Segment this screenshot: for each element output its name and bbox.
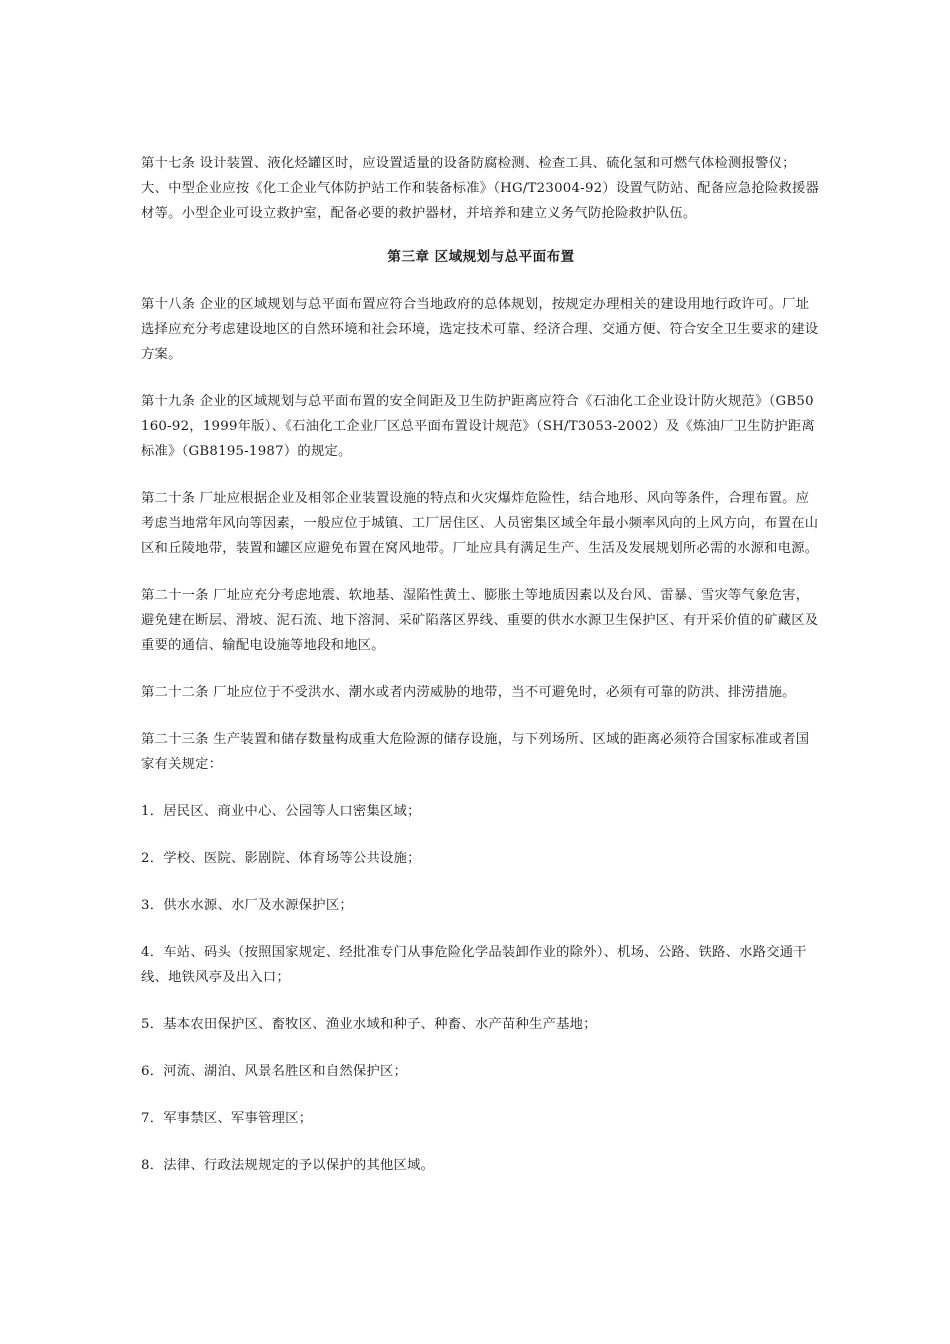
list-item: 7．军事禁区、军事管理区； <box>141 1111 313 1126</box>
list-item: 8．法律、行政法规规定的予以保护的其他区域。 <box>141 1158 435 1173</box>
list-item: 4．车站、码头（按照国家规定、经批准专门从事危险化学品装卸作业的除外）、机场、公路、铁路、水路交通干线、地铁风亭及出入口； <box>141 945 807 985</box>
article-22-paragraph: 第二十二条 厂址应位于不受洪水、潮水或者内涝威胁的地带，当不可避免时，必须有可靠的防洪、排涝措施。 <box>141 685 796 700</box>
list-item: 3．供水水源、水厂及水源保护区； <box>141 898 353 913</box>
article-17-paragraph: 第十七条 设计装置、液化烃罐区时，应设置适量的设备防腐检测、检查工具、硫化氢和可燃气体检测报警仪；大、中型企业应按《化工企业气体防护站工作和装备标准》（HG/T23004-92）设置气防站、配备应急抢险救援器材等。小型企业可设立救护室，配备必要的救护器材，并培养和建立义务气防抢险救护队伍。 <box>141 156 820 221</box>
article-20-paragraph: 第二十条 厂址应根据企业及相邻企业装置设施的特点和火灾爆炸危险性，结合地形、风向等条件，合理布置。应考虑当地常年风向等因素，一般应位于城镇、工厂居住区、人员密集区域全年最小频率风向的上风方向，布置在山区和丘陵地带，装置和罐区应避免布置在窝风地带。厂址应具有满足生产、生活及发展规划所必需的水源和电源。 <box>141 491 819 556</box>
article-21-paragraph: 第二十一条 厂址应充分考虑地震、软地基、湿陷性黄土、膨胀土等地质因素以及台风、雷暴、雪灾等气象危害，避免建在断层、滑坡、泥石流、地下溶洞、采矿陷落区界线、重要的供水水源卫生保护区、有开采价值的矿藏区及重要的通信、输配电设施等地段和地区。 <box>141 588 819 653</box>
article-18-paragraph: 第十八条 企业的区域规划与总平面布置应符合当地政府的总体规划，按规定办理相关的建设用地行政许可。厂址选择应充分考虑建设地区的自然环境和社会环境，选定技术可靠、经济合理、交通方便、符合安全卫生要求的建设方案。 <box>141 297 819 362</box>
list-item: 2．学校、医院、影剧院、体育场等公共设施； <box>141 851 421 866</box>
article-19-paragraph: 第十九条 企业的区域规划与总平面布置的安全间距及卫生防护距离应符合《石油化工企业设计防火规范》（GB50160-92，1999年版）、《石油化工企业厂区总平面布置设计规范》（SH/T3053-2002）及《炼油厂卫生防护距离标准》（GB8195-1987）的规定。 <box>141 394 815 459</box>
list-item: 5．基本农田保护区、畜牧区、渔业水域和种子、种畜、水产苗种生产基地； <box>141 1017 597 1032</box>
article-23-paragraph: 第二十三条 生产装置和储存数量构成重大危险源的储存设施，与下列场所、区域的距离必须符合国家标准或者国家有关规定： <box>141 732 810 772</box>
document-body <box>141 151 821 1200</box>
chapter-title: 第三章 区域规划与总平面布置 <box>387 249 575 265</box>
list-item: 1．居民区、商业中心、公园等人口密集区域； <box>141 804 421 819</box>
list-item: 6．河流、湖泊、风景名胜区和自然保护区； <box>141 1064 408 1079</box>
